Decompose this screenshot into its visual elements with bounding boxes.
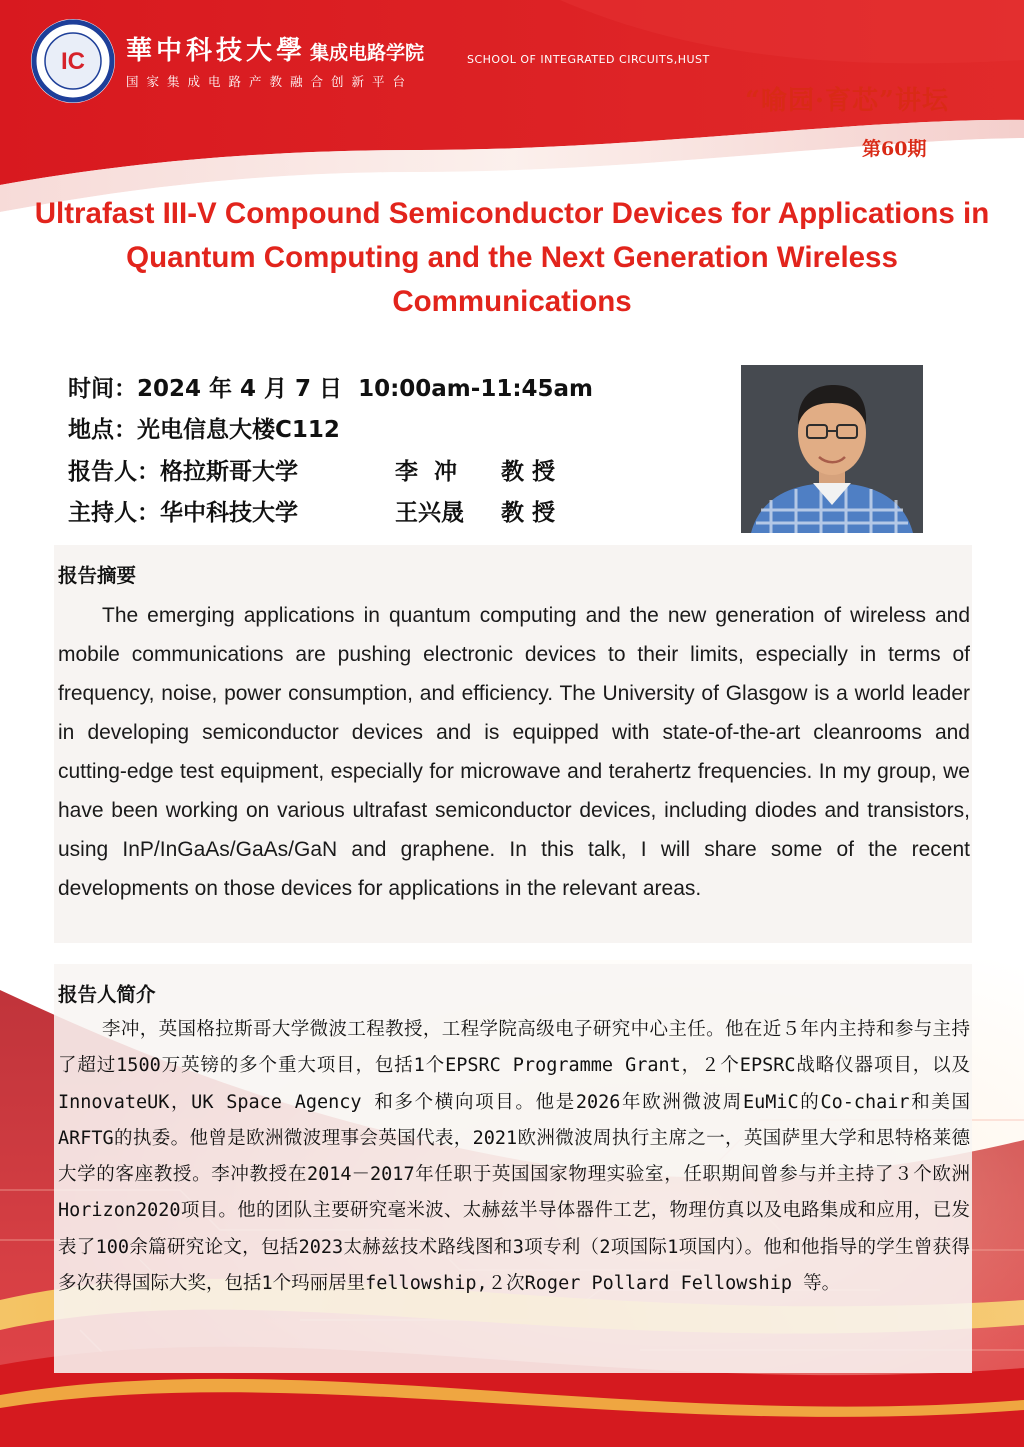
host-org: 华中科技大学 [160, 500, 298, 526]
abstract-text: The emerging applications in quantum computing and the new generation of wireless and mobile communications are pushing electronic devices to their limits, especially in terms of frequency, noise, power consumption, and efficiency. The University of Glasgow is a world leader in developing semiconductor devices and is equipped with state-of-the-art cleanrooms and cutting-edge test equipment, especially for microwave and terahertz frequencies. In my group, we have been working on various ultrafast semiconductor devices, including diodes and transistors, using InP/InGaAs/GaAs/GaN and graphene. In this talk, I will share some of the recent developments on those devices for applications in the relevant areas. [58, 604, 970, 900]
bio-heading: 报告人简介 [58, 983, 156, 1006]
logo-letters: IC [61, 48, 85, 75]
host-name: 王兴晟 [395, 500, 464, 526]
platform-name: 国家集成电路产教融合创新平台 [126, 74, 414, 89]
school-english-name: SCHOOL OF INTEGRATED CIRCUITS,HUST [467, 53, 710, 66]
place-value: 光电信息大楼C112 [137, 417, 340, 443]
host-label: 主持人： [68, 500, 160, 526]
time-line [68, 370, 593, 403]
speaker-title: 教 授 [501, 459, 556, 485]
time-value: 2024 年 4 月 7 日 10:00am-11:45am [137, 376, 594, 402]
speaker-org: 格拉斯哥大学 [160, 459, 298, 485]
speaker-name: 李 冲 [395, 459, 458, 485]
university-name: 華中科技大學 [126, 36, 307, 66]
speaker-photo [741, 365, 923, 533]
time-label: 时间： [68, 376, 137, 402]
place-label: 地点： [68, 417, 137, 443]
college-name: 集成电路学院 [310, 42, 425, 64]
forum-title: “喻园·育芯”讲坛 [745, 86, 949, 116]
place-line [68, 411, 340, 444]
talk-title: Ultrafast III-V Compound Semiconductor Devices for Applications in Quantum Computing and the Next Generation Wireless Communications [34, 197, 990, 318]
speaker-line [68, 453, 298, 486]
issue-number: 第60期 [862, 138, 927, 160]
abstract-heading: 报告摘要 [58, 564, 137, 587]
speaker-label: 报告人： [68, 459, 160, 485]
host-title: 教 授 [501, 500, 556, 526]
bio-text: 李冲，英国格拉斯哥大学微波工程教授，工程学院高级电子研究中心主任。他在近５年内主持和参与主持了超过1500万英镑的多个重大项目，包括1个EPSRC Programme Grant，２个EPSRC战略仪器项目，以及InnovateUK，UK Space Agency 和多个横向项目。他是2026年欧洲微波周EuMiC的Co-chair和美国ARFTG的执委。他曾是欧洲微波理事会英国代表，2021欧洲微波周执行主席之一，英国萨里大学和思特格莱德大学的客座教授。李冲教授在2014－2017年任职于英国国家物理实验室，任职期间曾参与并主持了３个欧洲Horizon2020项目。他的团队主要研究毫米波、太赫兹半导体器件工艺，物理仿真以及电路集成和应用，已发表了100余篇研究论文，包括2023太赫兹技术路线图和3项专利（2项国际1项国内）。他和他指导的学生曾获得多次获得国际大奖，包括1个玛丽居里fellowship,２次Roger Pollard Fellowship 等。 [58, 1019, 970, 1295]
university-seal-icon [30, 18, 116, 104]
host-line [68, 494, 298, 527]
